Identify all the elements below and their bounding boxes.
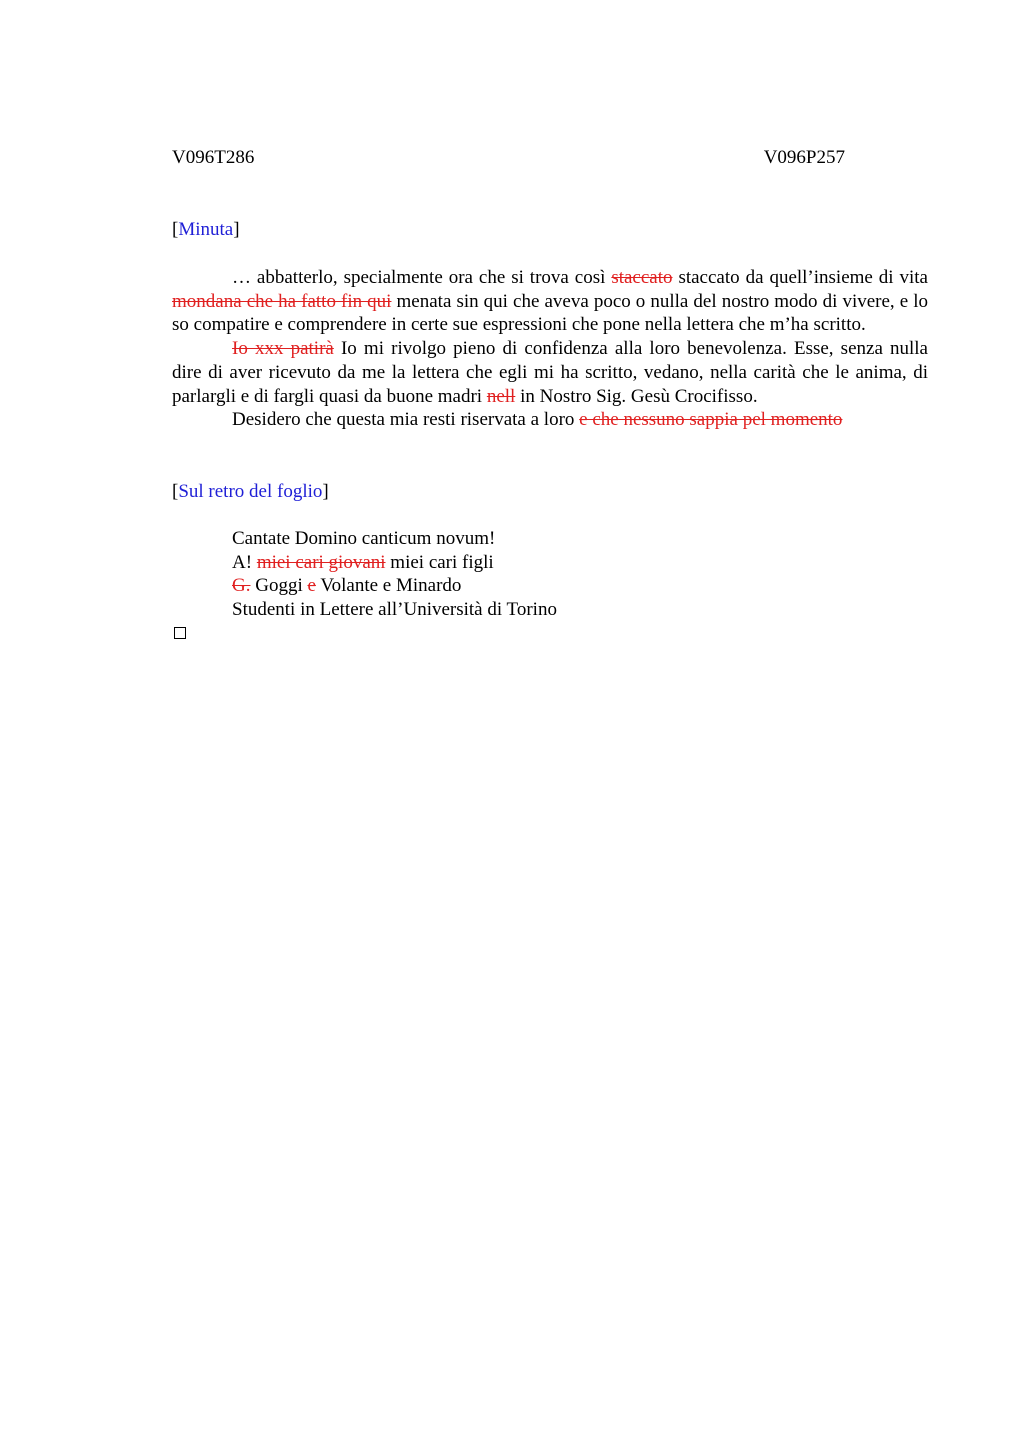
heading-close-bracket: ] [322, 481, 329, 502]
end-marker-square-icon [174, 627, 186, 639]
text-segment: Goggi [250, 575, 308, 597]
verso-line [232, 551, 557, 575]
document-code-left: V096T286 [172, 147, 255, 168]
paragraph [172, 408, 928, 432]
text-segment: staccato da quell’insieme di vita [672, 267, 928, 288]
deleted-text: miei cari giovani [256, 551, 386, 573]
deleted-text: mondana che ha fatto fin qui [172, 290, 392, 312]
deleted-text: nell [486, 385, 516, 407]
heading-label: Minuta [178, 219, 234, 240]
text-segment: in Nostro Sig. Gesù Crocifisso. [515, 385, 758, 407]
section-heading-minuta [172, 218, 240, 242]
deleted-text: staccato [611, 267, 673, 288]
text-segment: Volante e Minardo [315, 575, 462, 597]
verso-line [232, 527, 557, 551]
deleted-text: G. [232, 575, 251, 597]
document-code-right: V096P257 [763, 147, 845, 168]
text-segment: miei cari figli [385, 551, 494, 573]
deleted-text: Io xxx patirà [232, 338, 334, 360]
verso-line [232, 598, 557, 622]
paragraph [172, 266, 928, 337]
text-segment: … abbatterlo, specialmente ora che si trova così [232, 267, 612, 288]
heading-open-bracket: [ [172, 219, 179, 240]
letter-body [172, 266, 928, 432]
text-segment: Cantate Domino canticum novum! [232, 528, 496, 549]
text-segment: Io mi rivolgo pieno di confidenza alla loro benevolenza. Esse, senza nulla dire di aver ricevuto da me la lettera che egli mi ha scritto, vedano, nella carità che le anima, di parlargli e di fargli quasi da buone madri [172, 338, 928, 407]
text-segment: A! [232, 551, 257, 573]
text-segment: Desidero che questa mia resti riservata a loro [232, 409, 580, 431]
text-segment: menata sin qui che aveva poco o nulla del nostro modo di vivere, e lo so compatire e comprendere in certe sue espressioni che pone nella lettera che m’ha scritto. [172, 290, 928, 336]
deleted-text: e [307, 575, 316, 597]
verso-line [232, 574, 557, 598]
verso-text [232, 527, 557, 622]
paragraph [172, 337, 928, 408]
heading-open-bracket: [ [172, 481, 179, 502]
section-heading-retro [172, 480, 329, 504]
heading-close-bracket: ] [233, 219, 240, 240]
deleted-text: e che nessuno sappia pel momento [579, 409, 843, 431]
text-segment: Studenti in Lettere all’Università di Torino [232, 599, 557, 621]
heading-label: Sul retro del foglio [178, 481, 323, 502]
